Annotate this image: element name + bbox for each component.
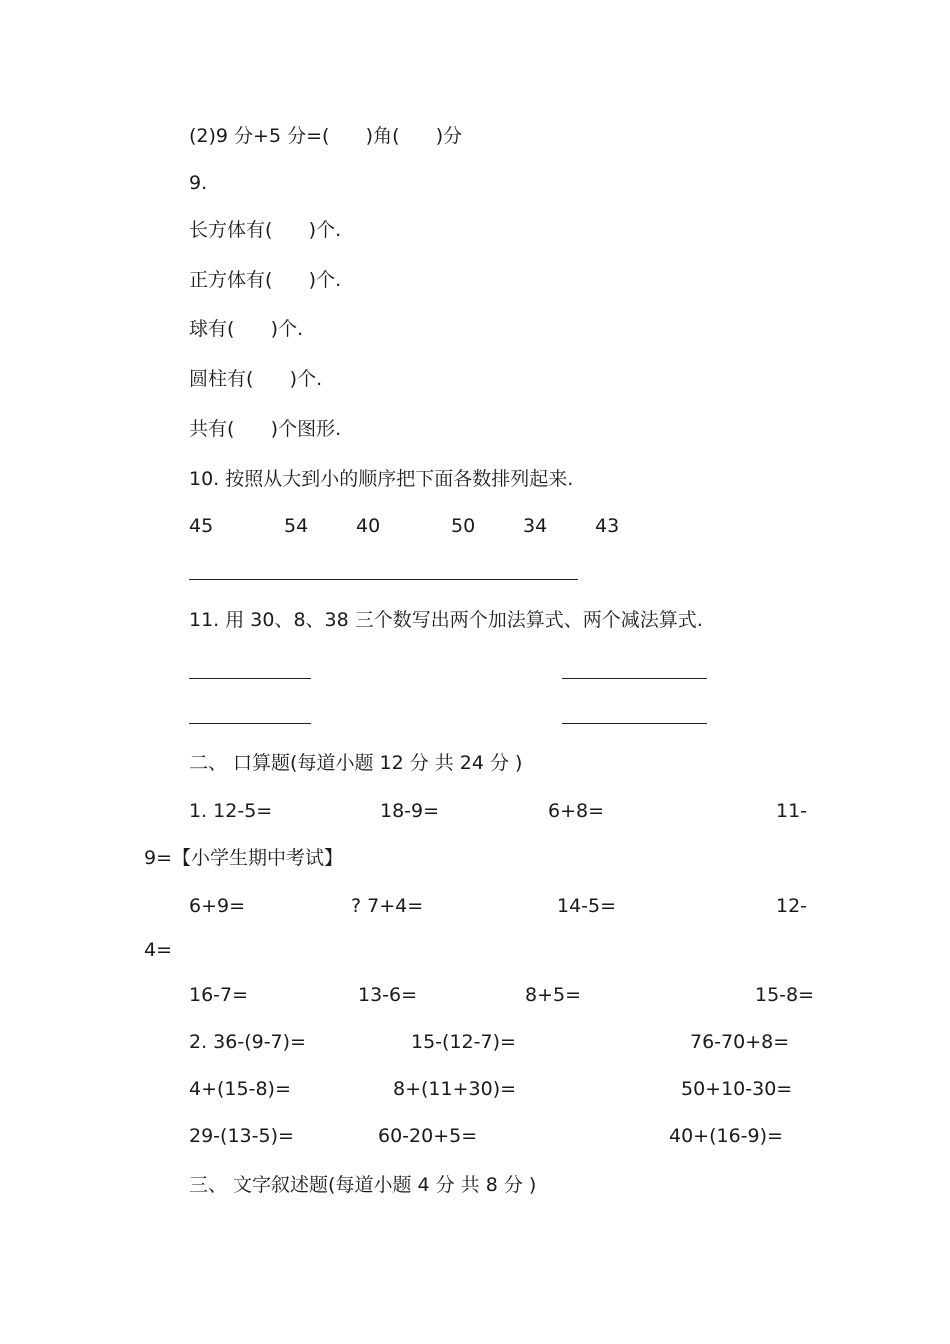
math-item: 6+8=: [548, 800, 605, 822]
question-9-total: 共有( )个图形.: [189, 418, 342, 440]
number-item: 34: [523, 515, 548, 537]
math-item: 15-8=: [755, 984, 815, 1006]
math-item: 18-9=: [380, 800, 440, 822]
number-item: 50: [451, 515, 476, 537]
answer-line: [189, 579, 578, 580]
answer-line: [562, 723, 707, 724]
math-item: 1. 12-5=: [189, 800, 273, 822]
answer-line: [189, 723, 311, 724]
answer-line: [189, 678, 311, 679]
question-9-sphere: 球有( )个.: [189, 318, 304, 340]
math-item-wrap: 4=: [144, 939, 173, 961]
section-3-heading: 三、 文字叙述题(每道小题 4 分 共 8 分 ): [189, 1174, 537, 1196]
math-item: 14-5=: [557, 895, 617, 917]
math-item: 6+9=: [189, 895, 246, 917]
math-item: 4+(15-8)=: [189, 1078, 291, 1100]
math-item: 60-20+5=: [378, 1125, 478, 1147]
question-8-part-2: (2)9 分+5 分=( )角( )分: [189, 125, 463, 147]
section-2-heading: 二、 口算题(每道小题 12 分 共 24 分 ): [189, 752, 523, 774]
math-item: ? 7+4=: [351, 895, 424, 917]
question-9-cuboid: 长方体有( )个.: [189, 219, 342, 241]
number-item: 43: [595, 515, 620, 537]
number-item: 54: [284, 515, 309, 537]
math-item: 12-: [776, 895, 808, 917]
math-item: 15-(12-7)=: [411, 1031, 516, 1053]
question-9-number: 9.: [189, 172, 208, 194]
math-item: 29-(13-5)=: [189, 1125, 294, 1147]
question-11-text: 11. 用 30、8、38 三个数写出两个加法算式、两个减法算式.: [189, 609, 703, 631]
answer-line: [562, 678, 707, 679]
math-item: 2. 36-(9-7)=: [189, 1031, 306, 1053]
math-item: 8+5=: [525, 984, 582, 1006]
math-item-wrap: 9=【小学生期中考试】: [144, 847, 344, 869]
question-9-cube: 正方体有( )个.: [189, 269, 342, 291]
question-10-text: 10. 按照从大到小的顺序把下面各数排列起来.: [189, 468, 574, 490]
math-item: 8+(11+30)=: [393, 1078, 517, 1100]
math-item: 40+(16-9)=: [669, 1125, 783, 1147]
math-item: 50+10-30=: [681, 1078, 793, 1100]
math-item: 76-70+8=: [690, 1031, 790, 1053]
number-item: 40: [356, 515, 381, 537]
question-9-cylinder: 圆柱有( )个.: [189, 368, 323, 390]
math-item: 13-6=: [358, 984, 418, 1006]
math-item: 11-: [776, 800, 808, 822]
number-item: 45: [189, 515, 214, 537]
math-item: 16-7=: [189, 984, 249, 1006]
